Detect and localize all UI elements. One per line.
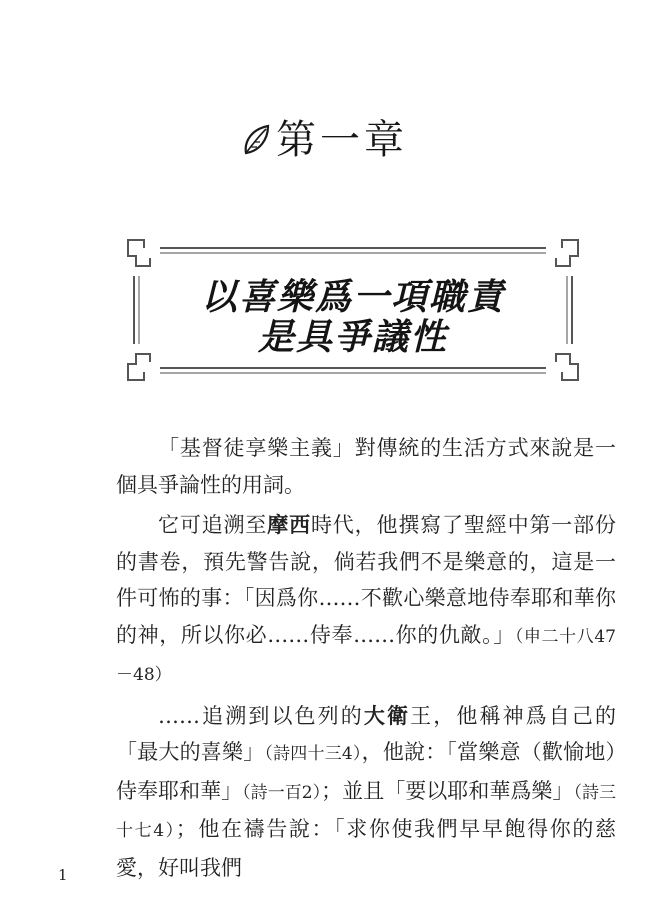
paragraph-3-mid1: 王，他稱神爲自己的「最大的喜樂」 [116, 703, 617, 764]
name-david: 大衛 [363, 703, 411, 728]
page-number: 1 [58, 866, 68, 884]
paragraph-3-mid2: ，他說：「當樂意（歡愉地）侍奉耶和華」 [116, 740, 617, 803]
paragraph-1-text: 「基督徒享樂主義」對傳統的生活方式來說是一個具爭論性的用詞。 [116, 436, 616, 497]
chapter-title [122, 278, 584, 358]
leaf-icon [242, 121, 272, 167]
paragraph-3-mid3: ；並且「要以耶和華爲樂」 [321, 778, 574, 803]
scripture-ref: （詩四十三4） [264, 744, 362, 764]
paragraph-2 [116, 507, 616, 694]
scripture-ref: （申二十八47－48） [116, 626, 616, 685]
scripture-ref: （詩三十七4） [116, 782, 617, 841]
paragraph-2-pre: 它可追溯至 [158, 513, 268, 537]
paragraph-3-post: ；他在禱告說：「求你使我們早早飽得你的慈愛，好叫我們 [116, 817, 616, 880]
body-text [116, 430, 616, 890]
chapter-heading [0, 108, 650, 167]
paragraph-3 [116, 698, 616, 887]
name-moses: 摩西 [267, 513, 311, 537]
scripture-ref: （詩一百2） [242, 782, 322, 803]
paragraph-2-post: 時代，他撰寫了聖經中第一部份的書卷，預先警告說，倘若我們不是樂意的，這是一件可怖的事：「因爲你……不歡心樂意地侍奉耶和華你的神，所以你必……侍奉……你的仇敵。」 [116, 513, 617, 647]
title-frame [122, 238, 584, 382]
chapter-label: 第一章 [276, 117, 408, 163]
paragraph-3-pre: ……追溯到以色列的 [158, 703, 364, 728]
paragraph-1 [116, 430, 616, 503]
title-line-1: 以喜樂爲一項職責 [200, 277, 505, 318]
title-line-2: 是具爭議性 [257, 317, 448, 358]
